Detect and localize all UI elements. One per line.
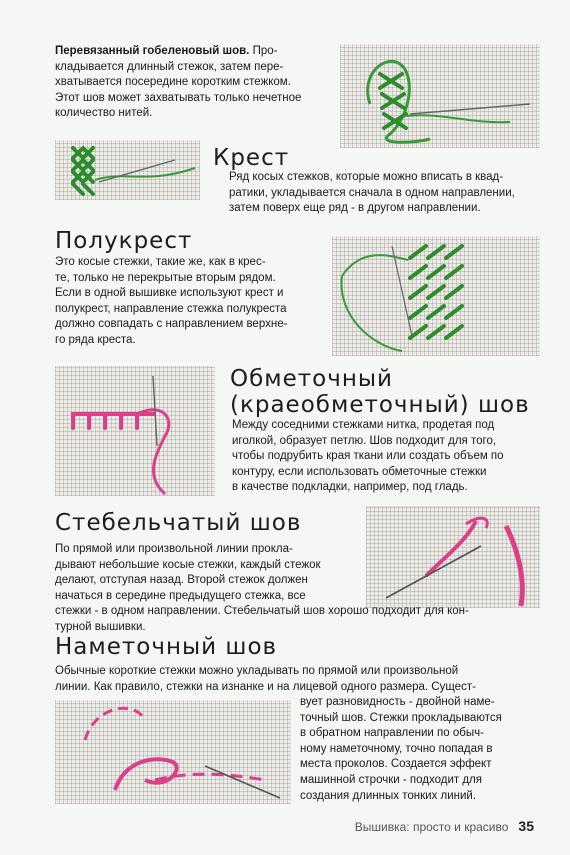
tapestry-stitch-photo	[340, 44, 540, 148]
overcast-stitch-photo	[55, 366, 215, 496]
overcast-heading-line2: (краеобметочный) шов	[230, 392, 530, 418]
cross-stitch-photo	[55, 140, 200, 200]
book-title: Вышивка: просто и красиво	[354, 820, 509, 834]
tapestry-title: Перевязанный гобеленовый шов.	[55, 45, 250, 57]
tapestry-paragraph: Перевязанный гобеленовый шов. Про- кладывается длинный стежок, затем пере- хватывается посередине коротким стежком. Этот шов может захватывать только нечетное количество нитей.	[55, 45, 302, 120]
halfcross-stitch-photo	[332, 236, 540, 356]
page-footer	[355, 818, 534, 834]
running-paragraph-full: Обычные короткие стежки можно укладывать по прямой или произвольной линии. Как правило, стежки на изнанке и на лицевой одного размера. Сущест-	[55, 665, 476, 693]
halfcross-stitch-illustration	[332, 236, 540, 356]
halfcross-paragraph: Это косые стежки, такие же, как в крес- те, только не перекрытые вторым рядом. Если в одной вышивке используют крест и полукрест, направление стежка полукреста должно совпадать с направлением верхне- го ряда креста.	[55, 256, 288, 346]
cross-paragraph: Ряд косых стежков, которые можно вписать в квад- ратики, укладывается сначала в одном направлении, затем поверх еще ряд - в другом направлении.	[229, 171, 515, 215]
running-paragraph-right: вует разновидность - двойной наме- точный шов. Стежки прокладываются в обратном направлении по обыч- ному наметочному, точно попадая в места проколов. Создается эффект машинной строчки - подходит для создания длинных тонких линий.	[300, 696, 502, 802]
running-stitch-illustration	[55, 700, 291, 804]
page-number: 35	[518, 818, 534, 834]
stem-heading: Стебельчатый шов	[55, 510, 302, 536]
cross-stitch-illustration	[55, 140, 200, 200]
running-stitch-photo	[55, 700, 291, 804]
overcast-heading-line1: Обметочный	[230, 366, 393, 392]
running-heading: Наметочный шов	[55, 634, 278, 660]
halfcross-heading: Полукрест	[55, 228, 193, 254]
overcast-stitch-illustration	[55, 366, 215, 496]
tapestry-stitch-illustration	[340, 44, 540, 148]
cross-heading: Крест	[213, 145, 290, 171]
overcast-paragraph: Между соседними стежками нитка, продетая под иголкой, образует петлю. Шов подходит для того, чтобы подрубить края ткани или создать объем по контуру, если использовать обметочные стежки в качестве подкладки, например, под гладь.	[232, 419, 504, 494]
stem-paragraph: По прямой или произвольной линии прокла- дывают небольшие косые стежки, каждый стежок делают, отступая назад. Второй стежок должен начаться в середине предыдущего стежка, все стежки - в одном направлении. Стебельчатый шов хорошо подходит для кон- турной вышивки.	[55, 543, 469, 633]
